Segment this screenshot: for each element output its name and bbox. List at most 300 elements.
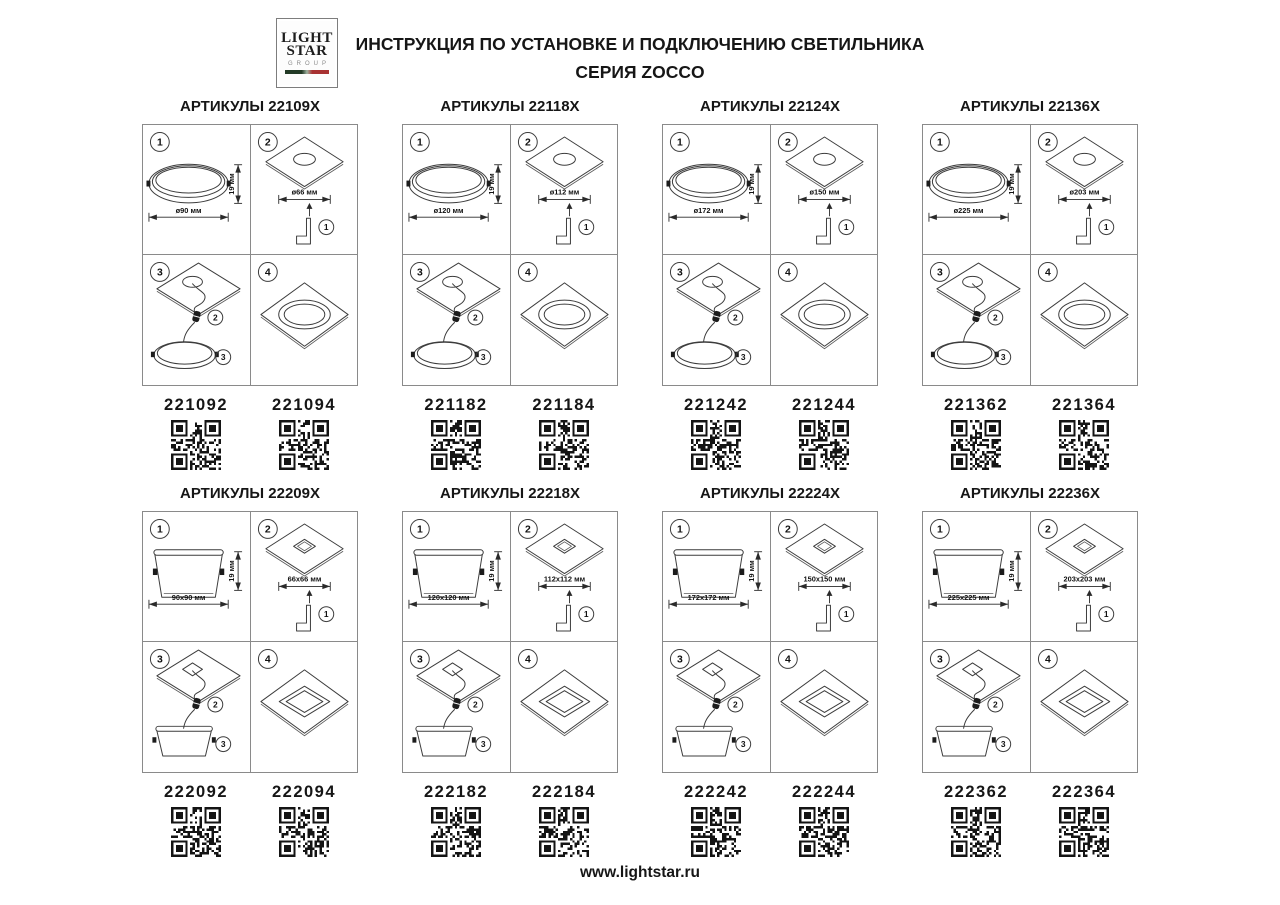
instruction-grid [662, 124, 878, 386]
svg-text:2: 2 [524, 137, 531, 149]
svg-text:ø203 мм: ø203 мм [1069, 187, 1100, 197]
step-cell-4 [251, 642, 358, 772]
square-cutout-hole [703, 663, 723, 676]
round-luminaire [671, 342, 739, 369]
ceiling-tile [521, 283, 608, 349]
svg-text:2: 2 [732, 312, 738, 323]
svg-text:172х172 мм: 172х172 мм [687, 592, 730, 602]
article [1039, 783, 1129, 862]
row-2 [142, 485, 1138, 862]
panel-title: АРТИКУЛЫ 22124X [700, 98, 840, 115]
article [779, 396, 869, 475]
article-code: 221184 [532, 396, 596, 414]
article [411, 783, 501, 862]
square-cutout-hole [294, 539, 316, 553]
article-code: 222362 [943, 783, 1009, 801]
step-cell-4 [1031, 642, 1138, 772]
square-cutout-hole [443, 663, 463, 676]
instruction-grid [662, 511, 878, 773]
diagram-luminaire-dimensions [403, 512, 510, 641]
diagram-installed-view [251, 255, 358, 384]
ceiling-tile [1041, 283, 1128, 349]
svg-text:ø150 мм: ø150 мм [809, 187, 840, 197]
diagram-installed-view [511, 255, 618, 384]
callout-luminaire [476, 737, 491, 752]
svg-text:1: 1 [843, 222, 849, 233]
step-cell-3 [403, 255, 511, 385]
callout-spring [1099, 607, 1114, 622]
wire-connector-icon [192, 310, 202, 322]
spring-clip-icon [557, 203, 573, 244]
step-cell-3 [663, 642, 771, 772]
article-code: 222364 [1051, 783, 1117, 801]
cutout-dimension [1059, 574, 1111, 590]
article [151, 783, 241, 862]
installed-square-luminaire [539, 686, 590, 717]
width-dimension [409, 206, 488, 222]
diagram-luminaire-dimensions [143, 512, 250, 641]
callout-spring [839, 607, 854, 622]
step-number-badge [930, 263, 949, 282]
cutout-dimension [539, 187, 591, 203]
svg-text:150х150 мм: 150х150 мм [803, 574, 846, 584]
svg-text:3: 3 [220, 352, 226, 363]
article-code: 222244 [791, 783, 857, 801]
article-codes [662, 396, 878, 475]
round-cutout-hole [814, 153, 836, 165]
svg-text:1: 1 [416, 137, 423, 149]
svg-text:2: 2 [1044, 137, 1051, 149]
spring-clip-icon [297, 590, 313, 631]
step-cell-4 [251, 255, 358, 385]
article-panel [402, 98, 618, 475]
installed-square-luminaire [799, 686, 850, 717]
svg-text:1: 1 [1103, 609, 1109, 620]
step-number-badge [670, 650, 689, 669]
article-panel [662, 98, 878, 475]
round-luminaire [151, 342, 219, 369]
svg-text:4: 4 [524, 654, 531, 666]
qr-code [431, 807, 481, 857]
step-cell-4 [511, 255, 618, 385]
diagram-installed-view [1031, 642, 1138, 771]
svg-text:1: 1 [676, 524, 683, 536]
panel-title: АРТИКУЛЫ 22236X [960, 485, 1100, 502]
step-number-badge [150, 133, 169, 152]
diagram-installed-view [771, 642, 878, 771]
diagram-installed-view [251, 642, 358, 771]
svg-text:2: 2 [784, 524, 791, 536]
step-number-badge [258, 520, 277, 539]
height-dimension [227, 552, 242, 591]
step-cell-1 [143, 512, 251, 642]
article [779, 783, 869, 862]
svg-text:3: 3 [156, 267, 163, 279]
svg-text:19 мм: 19 мм [227, 173, 237, 195]
svg-text:ø112 мм: ø112 мм [549, 187, 580, 197]
square-luminaire-side-view [933, 550, 1004, 598]
step-cell-4 [511, 642, 618, 772]
svg-text:2: 2 [784, 137, 791, 149]
step-number-badge [670, 133, 689, 152]
step-number-badge [930, 650, 949, 669]
luminaire-cable [704, 322, 715, 341]
step-cell-1 [403, 125, 511, 255]
svg-text:2: 2 [212, 312, 218, 323]
article-panel [922, 485, 1138, 862]
panel-title: АРТИКУЛЫ 22218X [440, 485, 580, 502]
diagram-wiring-connection [923, 255, 1030, 384]
square-cutout-hole [183, 663, 203, 676]
step-number-badge [150, 650, 169, 669]
height-dimension [1007, 552, 1022, 591]
spring-clip-icon [297, 203, 313, 244]
step-number-badge [930, 133, 949, 152]
instruction-grid [922, 124, 1138, 386]
diagram-ceiling-cutout [511, 512, 618, 641]
qr-code [951, 420, 1001, 470]
svg-text:2: 2 [264, 524, 271, 536]
svg-text:2: 2 [472, 699, 478, 710]
step-number-badge [1038, 650, 1057, 669]
svg-text:2: 2 [992, 699, 998, 710]
callout-spring [839, 220, 854, 235]
cutout-dimension [799, 187, 851, 203]
svg-text:66х66 мм: 66х66 мм [287, 574, 322, 584]
supply-cable [193, 284, 206, 312]
spring-clip-icon [557, 590, 573, 631]
article-code: 221244 [791, 396, 857, 414]
step-number-badge [258, 263, 277, 282]
ceiling-tile [526, 524, 603, 576]
callout-connector [468, 310, 483, 325]
ceiling-tile [526, 137, 603, 189]
qr-code [691, 807, 741, 857]
svg-text:ø225 мм: ø225 мм [953, 205, 984, 215]
square-luminaire [932, 726, 995, 756]
square-cutout-hole [814, 539, 836, 553]
article-codes [402, 783, 618, 862]
callout-luminaire [996, 737, 1011, 752]
article-codes [142, 396, 358, 475]
title-line-2: СЕРИЯ ZOCCO [575, 62, 705, 82]
qr-code [279, 420, 329, 470]
round-luminaire-side-view [146, 164, 230, 203]
square-luminaire [152, 726, 215, 756]
luminaire-cable [444, 709, 455, 728]
row-1 [142, 98, 1138, 475]
svg-text:1: 1 [583, 222, 589, 233]
svg-text:19 мм: 19 мм [487, 560, 497, 582]
svg-text:3: 3 [416, 267, 423, 279]
luminaire-cable [704, 709, 715, 728]
step-number-badge [1038, 520, 1057, 539]
diagram-ceiling-cutout [771, 512, 878, 641]
square-luminaire [412, 726, 475, 756]
supply-cable [973, 284, 986, 312]
installed-round-luminaire [799, 300, 851, 329]
callout-connector [988, 310, 1003, 325]
square-luminaire-side-view [153, 550, 224, 598]
article-codes [922, 396, 1138, 475]
qr-code [539, 807, 589, 857]
step-number-badge [150, 520, 169, 539]
step-cell-2 [771, 512, 878, 642]
round-luminaire-side-view [666, 164, 750, 203]
step-number-badge [778, 263, 797, 282]
step-number-badge [518, 263, 537, 282]
article [411, 396, 501, 475]
diagram-ceiling-cutout [1031, 125, 1138, 254]
svg-text:1: 1 [323, 222, 329, 233]
svg-text:19 мм: 19 мм [1007, 560, 1017, 582]
svg-text:19 мм: 19 мм [1007, 173, 1017, 195]
callout-connector [468, 697, 483, 712]
svg-text:3: 3 [1000, 739, 1006, 750]
luminaire-cable [964, 322, 975, 341]
diagram-ceiling-cutout [251, 512, 358, 641]
wire-connector-icon [452, 697, 462, 709]
svg-text:ø66 мм: ø66 мм [291, 187, 318, 197]
height-dimension [487, 165, 502, 204]
diagram-installed-view [771, 255, 878, 384]
installed-square-luminaire [279, 686, 330, 717]
callout-connector [208, 310, 223, 325]
spring-clip-icon [817, 203, 833, 244]
svg-text:4: 4 [1044, 267, 1051, 279]
step-cell-4 [771, 255, 878, 385]
svg-text:1: 1 [843, 609, 849, 620]
ceiling-tile [1046, 137, 1123, 189]
article-panel [142, 485, 358, 862]
diagram-installed-view [1031, 255, 1138, 384]
qr-code [279, 807, 329, 857]
wire-connector-icon [712, 310, 722, 322]
article-codes [142, 783, 358, 862]
svg-text:2: 2 [524, 524, 531, 536]
step-number-badge [778, 133, 797, 152]
step-cell-1 [663, 125, 771, 255]
step-cell-2 [251, 125, 358, 255]
cutout-dimension [279, 574, 331, 590]
panel-title: АРТИКУЛЫ 22118X [440, 98, 580, 115]
svg-text:3: 3 [936, 654, 943, 666]
step-cell-2 [1031, 125, 1138, 255]
wire-connector-icon [712, 697, 722, 709]
step-number-badge [670, 263, 689, 282]
step-cell-3 [143, 642, 251, 772]
step-cell-1 [663, 512, 771, 642]
article-code: 222182 [423, 783, 489, 801]
svg-text:90х90 мм: 90х90 мм [171, 592, 206, 602]
step-cell-4 [1031, 255, 1138, 385]
svg-text:3: 3 [936, 267, 943, 279]
diagram-installed-view [511, 642, 618, 771]
svg-text:2: 2 [472, 312, 478, 323]
svg-text:2: 2 [992, 312, 998, 323]
svg-text:225х225 мм: 225х225 мм [947, 592, 990, 602]
svg-text:19 мм: 19 мм [227, 560, 237, 582]
svg-text:112х112 мм: 112х112 мм [543, 574, 586, 584]
step-number-badge [518, 133, 537, 152]
svg-text:4: 4 [264, 654, 271, 666]
step-number-badge [930, 520, 949, 539]
diagram-luminaire-dimensions [143, 125, 250, 254]
square-luminaire [672, 726, 735, 756]
step-cell-1 [143, 125, 251, 255]
title-line-1: ИНСТРУКЦИЯ ПО УСТАНОВКЕ И ПОДКЛЮЧЕНИЮ СВЕТИЛЬНИКА [355, 34, 925, 54]
step-cell-3 [403, 642, 511, 772]
supply-cable [453, 284, 466, 312]
instruction-grid [142, 511, 358, 773]
svg-text:ø90 мм: ø90 мм [175, 205, 202, 215]
svg-text:1: 1 [156, 137, 163, 149]
article [1039, 396, 1129, 475]
article-panel [662, 485, 878, 862]
callout-luminaire [736, 737, 751, 752]
wire-connector-icon [972, 310, 982, 322]
diagram-ceiling-cutout [251, 125, 358, 254]
step-number-badge [150, 263, 169, 282]
svg-text:1: 1 [416, 524, 423, 536]
width-dimension [409, 593, 488, 609]
svg-text:4: 4 [1044, 654, 1051, 666]
logo-text-light: LIGHT [281, 30, 333, 46]
qr-code [691, 420, 741, 470]
article-panel [142, 98, 358, 475]
article [259, 396, 349, 475]
logo-text-group: GROUP [287, 61, 330, 67]
installed-round-luminaire [1059, 300, 1111, 329]
diagram-luminaire-dimensions [923, 512, 1030, 641]
ceiling-tile [781, 283, 868, 349]
cutout-dimension [279, 187, 331, 203]
logo-text-star: STAR [286, 43, 328, 59]
supply-cable [713, 284, 726, 312]
width-dimension [149, 206, 228, 222]
ceiling-tile [521, 670, 608, 736]
svg-text:1: 1 [156, 524, 163, 536]
callout-spring [319, 607, 334, 622]
ceiling-tile [266, 137, 343, 189]
article-codes [662, 783, 878, 862]
step-number-badge [778, 650, 797, 669]
height-dimension [227, 165, 242, 204]
diagram-luminaire-dimensions [663, 512, 770, 641]
round-luminaire [931, 342, 999, 369]
panel-title: АРТИКУЛЫ 22109X [180, 98, 320, 115]
article [519, 396, 609, 475]
svg-text:ø172 мм: ø172 мм [693, 205, 724, 215]
height-dimension [747, 552, 762, 591]
round-cutout-hole [183, 276, 203, 287]
article [259, 783, 349, 862]
wire-connector-icon [452, 310, 462, 322]
ceiling-tile [781, 670, 868, 736]
luminaire-cable [184, 322, 195, 341]
step-cell-4 [771, 642, 878, 772]
ceiling-tile [1046, 524, 1123, 576]
width-dimension [149, 593, 228, 609]
svg-text:2: 2 [212, 699, 218, 710]
svg-text:4: 4 [784, 267, 791, 279]
svg-text:3: 3 [1000, 352, 1006, 363]
svg-text:3: 3 [156, 654, 163, 666]
panel-title: АРТИКУЛЫ 22224X [700, 485, 840, 502]
instruction-grid [922, 511, 1138, 773]
svg-text:203х203 мм: 203х203 мм [1063, 574, 1106, 584]
step-cell-3 [923, 255, 1031, 385]
step-number-badge [670, 520, 689, 539]
diagram-wiring-connection [923, 642, 1030, 771]
diagram-ceiling-cutout [771, 125, 878, 254]
ceiling-tile [786, 137, 863, 189]
callout-spring [579, 607, 594, 622]
diagram-wiring-connection [663, 642, 770, 771]
article-code: 221242 [683, 396, 749, 414]
article-panel [402, 485, 618, 862]
svg-text:1: 1 [936, 137, 943, 149]
qr-code [799, 420, 849, 470]
callout-connector [208, 697, 223, 712]
panel-title: АРТИКУЛЫ 22209X [180, 485, 320, 502]
round-cutout-hole [963, 276, 983, 287]
instruction-grid [142, 124, 358, 386]
spring-clip-icon [817, 590, 833, 631]
qr-code [171, 420, 221, 470]
cutout-dimension [539, 574, 591, 590]
page-title [0, 30, 1280, 86]
diagram-ceiling-cutout [511, 125, 618, 254]
step-cell-2 [511, 125, 618, 255]
svg-text:1: 1 [936, 524, 943, 536]
diagram-luminaire-dimensions [923, 125, 1030, 254]
article-code: 221092 [163, 396, 229, 414]
callout-spring [319, 220, 334, 235]
diagram-wiring-connection [143, 255, 250, 384]
svg-text:4: 4 [784, 654, 791, 666]
ceiling-tile [1041, 670, 1128, 736]
square-cutout-hole [554, 539, 576, 553]
step-cell-3 [923, 642, 1031, 772]
diagram-wiring-connection [143, 642, 250, 771]
article-code: 221094 [271, 396, 337, 414]
step-cell-2 [771, 125, 878, 255]
svg-text:3: 3 [480, 352, 486, 363]
round-luminaire-side-view [926, 164, 1010, 203]
article-code: 221362 [943, 396, 1009, 414]
ceiling-tile [261, 283, 348, 349]
svg-text:2: 2 [732, 699, 738, 710]
callout-connector [728, 310, 743, 325]
round-cutout-hole [703, 276, 723, 287]
article [151, 396, 241, 475]
svg-text:19 мм: 19 мм [747, 173, 757, 195]
step-cell-2 [511, 512, 618, 642]
svg-text:1: 1 [1103, 222, 1109, 233]
spring-clip-icon [1077, 590, 1093, 631]
ceiling-tile [266, 524, 343, 576]
article-code: 222094 [271, 783, 337, 801]
qr-code [431, 420, 481, 470]
step-cell-1 [923, 125, 1031, 255]
round-luminaire [411, 342, 479, 369]
diagram-wiring-connection [403, 255, 510, 384]
step-number-badge [258, 133, 277, 152]
instruction-grid [402, 511, 618, 773]
svg-text:1: 1 [583, 609, 589, 620]
square-luminaire-side-view [413, 550, 484, 598]
